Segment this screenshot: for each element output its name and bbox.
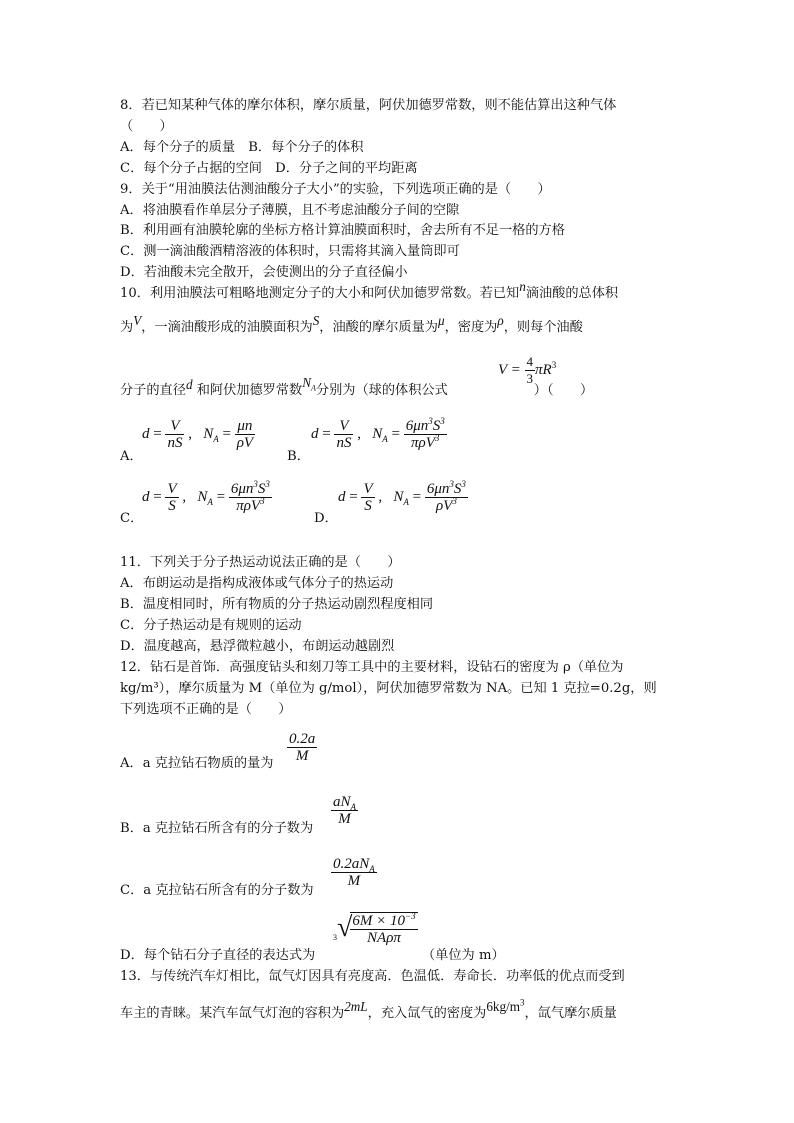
q8-paren: （ ） <box>120 119 173 134</box>
q10-option-c-formula: d = $\frac{V}{S}$ , $N_A$ = $\frac{6\mu n^3S^3}{\pi\rho V^3}$ <box>142 479 270 514</box>
q12-option-a: A．a 克拉钻石物质的量为 <box>120 756 274 771</box>
q8-options-cd: C．每个分子占据的空间 D．分子之间的平均距离 <box>120 161 418 176</box>
q8-options-ab: A．每个分子的质量 B．每个分子的体积 <box>120 140 364 155</box>
q11-option-c: C．分子热运动是有规则的运动 <box>120 618 302 633</box>
q12-option-d-unit: （单位为 m） <box>422 948 505 963</box>
q9-option-a: A．将油膜看作单层分子薄膜，且不考虑油酸分子间的空隙 <box>120 203 460 218</box>
q12-option-a-formula: $\frac{0.2a}{M}$ <box>289 731 316 764</box>
q12-option-d: D．每个钻石分子直径的表达式为 <box>120 948 316 963</box>
q10-stem-line1: 10．利用油膜法可粗略地测定分子的大小和阿伏加德罗常数。若已知n滴油酸的总体积 <box>120 279 619 301</box>
q10-option-d-formula: d = $\frac{V}{S}$ , $N_A$ = $\frac{6\mu n^3S^3}{\rho V^3}$ <box>338 479 466 514</box>
q10-option-a-formula: d = $\frac{V}{nS}$ , $N_A$ = $\frac{\mu n}{\rho V}$ <box>142 418 254 451</box>
q12-option-b: B．a 克拉钻石所含有的分子数为 <box>120 821 314 836</box>
q11-option-a: A．布朗运动是指构成液体或气体分子的热运动 <box>120 576 394 591</box>
q10-option-b-label: B． <box>287 449 310 464</box>
q9-option-b: B．利用画有油膜轮廓的坐标方格计算油膜面积时，舍去所有不足一格的方格 <box>120 223 565 238</box>
q13-line2: 车主的青睐。某汽车氙气灯泡的容积为2mL，充入氙气的密度为$6kg/m^3$，氙气摩尔质量 <box>120 997 617 1021</box>
q10-option-c-label: C． <box>120 511 144 526</box>
q12-option-c: C．a 克拉钻石所含有的分子数为 <box>120 883 314 898</box>
q8-stem: 8．若已知某种气体的摩尔体积，摩尔质量，阿伏加德罗常数，则不能估算出这种气体 <box>120 98 617 113</box>
q12-stem-line3: 下列选项不正确的是（ ） <box>120 702 292 717</box>
q11-option-d: D．温度越高，悬浮微粒越小，布朗运动越剧烈 <box>120 639 395 654</box>
q10-option-b-formula: d = $\frac{V}{nS}$ , $N_A$ = $\frac{6\mu n^3S^3}{\pi\rho V^3}$ <box>311 416 445 451</box>
q10-option-d-label: D． <box>314 511 338 526</box>
q13-line1: 13．与传统汽车灯相比，氙气灯因具有亮度高．色温低．寿命长．功率低的优点而受到 <box>120 969 625 984</box>
q10-stem-line3: 分子的直径d 和阿伏加德罗常数$N_A$分别为（球的体积公式 ）（ ） <box>120 375 594 398</box>
q11-stem: 11．下列关于分子热运动说法正确的是（ ） <box>120 555 401 570</box>
q10-option-a-label: A． <box>120 449 143 464</box>
q10-stem-line2: 为V，一滴油酸形成的油膜面积为S，油酸的摩尔质量为μ，密度为ρ，则每个油酸 <box>120 313 583 335</box>
q9-stem: 9．关于“用油膜法估测油酸分子大小”的实验，下列选项正确的是（ ） <box>120 182 551 197</box>
q9-option-d: D．若油酸未完全散开，会使测出的分子直径偏小 <box>120 265 408 280</box>
q12-stem-line2: kg/m³），摩尔质量为 M（单位为 g/mol），阿伏加德罗常数为 NA。已知 1 克拉=0.2g，则 <box>120 681 657 696</box>
q11-option-b: B．温度相同时，所有物质的分子热运动剧烈程度相同 <box>120 597 434 612</box>
q12-option-d-formula: $^3$√ $\frac{6M \times 10^{-3}}{\text{NAρπ}}$ <box>333 910 416 946</box>
sphere-volume-formula: V = $\frac{4}{3}$ $\pi R^3$ <box>498 354 557 386</box>
q12-option-b-formula: $\frac{aN_A}{M}$ <box>333 794 357 827</box>
q12-option-c-formula: $\frac{0.2aN_A}{M}$ <box>333 856 375 889</box>
q9-option-c: C．测一滴油酸酒精溶液的体积时，只需将其滴入量筒即可 <box>120 244 460 259</box>
q12-stem-line1: 12．钻石是首饰．高强度钻头和刻刀等工具中的主要材料，设钻石的密度为 ρ（单位为 <box>120 660 624 675</box>
